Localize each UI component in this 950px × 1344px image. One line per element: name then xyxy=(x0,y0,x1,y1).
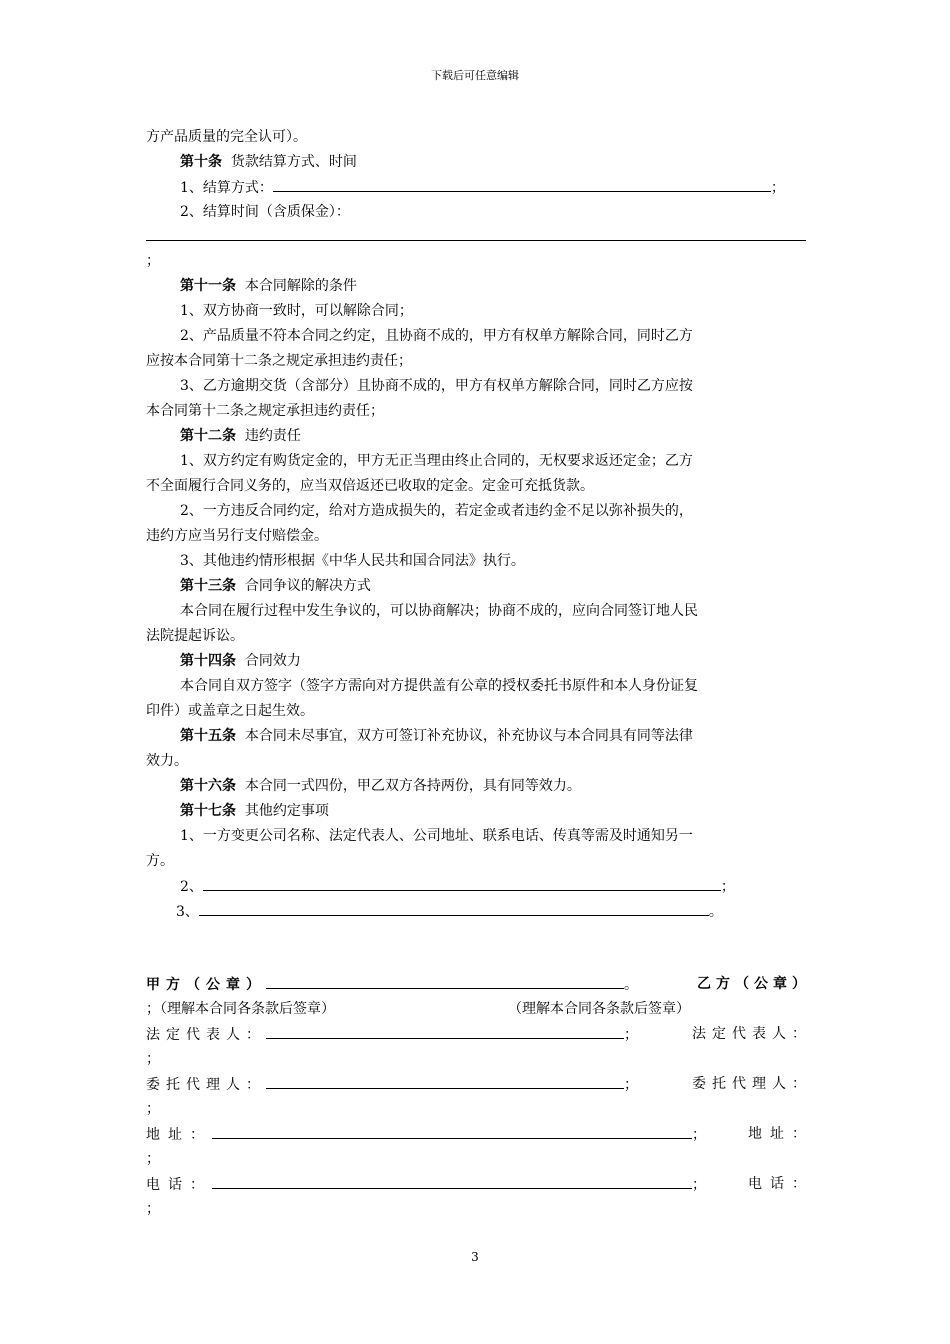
text-line: 效力。 xyxy=(146,753,188,769)
party-a-phone-blank[interactable] xyxy=(212,1175,692,1189)
agent-row xyxy=(146,1075,812,1094)
settlement-time-label: 2、结算时间（含质保金）： xyxy=(180,204,350,220)
punct: ； xyxy=(146,253,160,269)
punct: ； xyxy=(720,879,735,895)
article-heading: 第十四条 xyxy=(180,653,236,669)
text-line: 1、双方协商一致时，可以解除合同； xyxy=(180,303,413,319)
address-label-b: 地址： xyxy=(748,1126,814,1142)
article-title: 本合同解除的条件 xyxy=(244,278,357,294)
punct: 。 xyxy=(708,904,723,920)
item-number: 2、 xyxy=(180,879,203,895)
article-heading: 第十一条 xyxy=(180,278,236,294)
article-heading: 第十七条 xyxy=(180,803,236,819)
text-line: 3、乙方逾期交货（含部分）且协商不成的，甲方有权单方解除合同，同时乙方应按 xyxy=(180,378,693,394)
agent-label-b: 委托代理人： xyxy=(692,1076,812,1092)
party-a-address-blank[interactable] xyxy=(212,1125,692,1139)
settlement-method xyxy=(180,178,785,197)
agent-label: 委托代理人： xyxy=(146,1077,266,1093)
page-number: 3 xyxy=(471,1250,479,1264)
page-header: 下载后可任意编辑 xyxy=(431,69,519,82)
article-title: 合同争议的解决方式 xyxy=(244,578,371,594)
text-line: 不全面履行合同义务的，应当双倍返还已收取的定金。定金可充抵货款。 xyxy=(146,478,594,494)
other-item-2-blank[interactable] xyxy=(203,877,721,891)
article-heading: 第十二条 xyxy=(180,428,236,444)
signature-note-row xyxy=(146,1000,335,1018)
settlement-time-blank[interactable] xyxy=(146,240,806,241)
article-heading: 第十五条 xyxy=(180,728,236,744)
article-title: 违约责任 xyxy=(244,428,301,444)
punct: ； xyxy=(692,1127,706,1143)
article-heading: 第十六条 xyxy=(180,778,236,794)
punct: ； xyxy=(146,1101,160,1117)
text-line: 应按本合同第十二条之规定承担违约责任； xyxy=(146,353,412,369)
punct: ； xyxy=(624,1027,638,1043)
text-line: 本合同在履行过程中发生争议的，可以协商解决；协商不成的，应向合同签订地人民 xyxy=(180,603,698,619)
party-a-legal-rep-blank[interactable] xyxy=(266,1025,624,1039)
text-line: 印件）或盖章之日起生效。 xyxy=(146,703,314,719)
article-title: 货款结算方式、时间 xyxy=(230,154,357,170)
article-14 xyxy=(180,652,301,670)
party-b-label: 乙方（公章） xyxy=(697,976,811,992)
punct: ； xyxy=(624,1077,638,1093)
article-16 xyxy=(180,777,581,795)
item-number: 3、 xyxy=(176,904,199,920)
address-label: 地址： xyxy=(146,1127,212,1143)
article-heading: 第十三条 xyxy=(180,578,236,594)
party-a-label: 甲方（公章） xyxy=(146,977,266,993)
punct: ； xyxy=(770,180,785,196)
party-a-seal-blank[interactable] xyxy=(266,975,624,989)
party-a-note: （理解本合同各条款后签章） xyxy=(160,1001,335,1017)
text-line: 1、双方约定有购货定金的，甲方无正当理由终止合同的，无权要求返还定金；乙方 xyxy=(180,453,693,469)
text-line: 1、一方变更公司名称、法定代表人、公司地址、联系电话、传真等需及时通知另一 xyxy=(180,828,693,844)
field-label: 1、结算方式： xyxy=(180,180,273,196)
article-10 xyxy=(180,153,357,171)
punct: ； xyxy=(692,1177,706,1193)
text-line: 本合同第十二条之规定承担违约责任； xyxy=(146,403,384,419)
article-17 xyxy=(180,802,329,820)
legal-rep-row xyxy=(146,1025,812,1044)
article-title: 其他约定事项 xyxy=(244,803,329,819)
other-item-2 xyxy=(180,877,735,896)
text-line: 2、一方违反合同约定，给对方造成损失的，若定金或者违约金不足以弥补损失的， xyxy=(180,503,693,519)
punct: ； xyxy=(146,1201,160,1217)
text-line: 本合同自双方签字（签字方需向对方提供盖有公章的授权委托书原件和本人身份证复 xyxy=(180,678,698,694)
text-line: 方。 xyxy=(146,853,174,869)
party-b-note: （理解本合同各条款后签章） xyxy=(508,1001,690,1017)
phone-label-b: 电话： xyxy=(748,1176,814,1192)
punct: ； xyxy=(146,1001,160,1017)
legal-rep-label-b: 法定代表人： xyxy=(692,1026,812,1042)
phone-row xyxy=(146,1175,814,1194)
text-line: 方产品质量的完全认可）。 xyxy=(146,129,307,145)
text-line: 3、其他违约情形根据《中华人民共和国合同法》执行。 xyxy=(180,553,525,569)
article-13 xyxy=(180,577,371,595)
text-line: 违约方应当另行支付赔偿金。 xyxy=(146,528,328,544)
phone-label: 电话： xyxy=(146,1177,212,1193)
signature-party-row xyxy=(146,975,811,994)
article-text: 本合同未尽事宜，双方可签订补充协议，补充协议与本合同具有同等法律 xyxy=(244,728,693,744)
punct: 。 xyxy=(624,977,638,993)
punct: ； xyxy=(146,1051,160,1067)
text-line: 2、产品质量不符本合同之约定，且协商不成的，甲方有权单方解除合同，同时乙方 xyxy=(180,328,693,344)
article-15 xyxy=(180,727,693,745)
punct: ； xyxy=(146,1151,160,1167)
article-heading: 第十条 xyxy=(180,154,222,170)
address-row xyxy=(146,1125,814,1144)
other-item-3 xyxy=(176,902,723,921)
party-a-agent-blank[interactable] xyxy=(266,1075,624,1089)
legal-rep-label: 法定代表人： xyxy=(146,1027,266,1043)
article-title: 合同效力 xyxy=(244,653,301,669)
article-11 xyxy=(180,277,357,295)
article-12 xyxy=(180,427,301,445)
article-text: 本合同一式四份，甲乙双方各持两份，具有同等效力。 xyxy=(244,778,581,794)
other-item-3-blank[interactable] xyxy=(199,902,709,916)
text-line: 法院提起诉讼。 xyxy=(146,628,244,644)
settlement-method-blank[interactable] xyxy=(273,178,771,192)
